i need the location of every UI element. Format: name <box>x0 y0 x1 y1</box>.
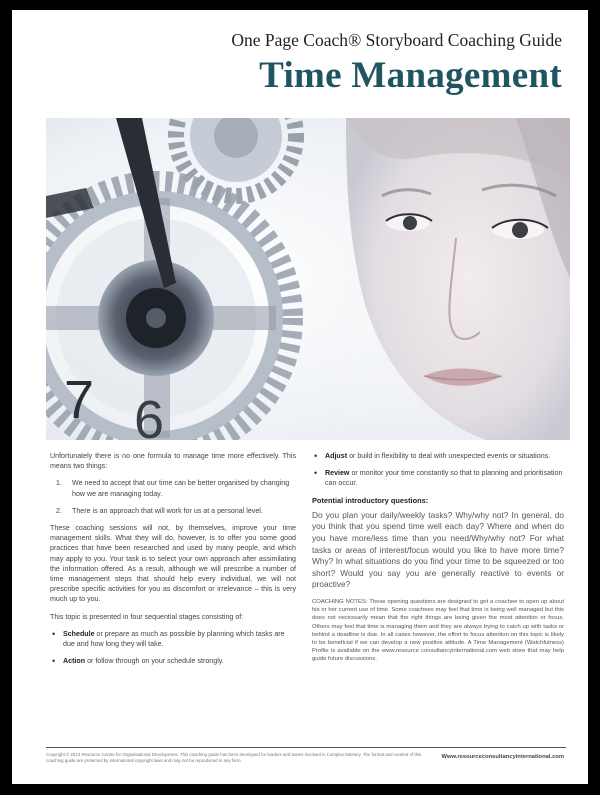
footer-url: Www.resourceconsultancyinternational.com <box>441 754 564 760</box>
document-page <box>12 10 588 784</box>
guide-kicker: One Page Coach® Storyboard Coaching Guide <box>231 30 562 50</box>
body-paragraph: This topic is presented in four sequential stages consisting of: <box>50 612 244 621</box>
numbered-list <box>50 478 296 516</box>
clock-digit-seven: 7 <box>64 370 95 430</box>
left-column <box>50 451 296 673</box>
questions-paragraph: Do you plan your daily/weekly tasks? Why/why not? In general, do you think that you spend time well each day? Where and when do you have more/less time than you need/Why/why not? For what tasks or areas of interest/focus would you like to have more time? Why? In what situations do you find your time to be squeezed or too short? Would you say you are generally reactive to events or proactive? <box>312 509 564 590</box>
stages-list <box>50 629 296 667</box>
list-item: • Action or follow through on your schedule strongly. <box>50 656 296 666</box>
footer-copyright: Copyright © 2013 Resource Centre for Organisational Development. This coaching guide has been developed for leaders and teams involved in Complex Mastery. The format and content of this coaching guide are protected by international copyright laws and may not be reproduced in any form. <box>46 752 422 763</box>
list-item: • Adjust or build in flexibility to deal with unexpected events or situations. <box>312 451 564 461</box>
footer-divider <box>46 747 566 748</box>
intro-paragraph: Unfortunately there is no one formula to manage time more effectively. This means two things: <box>50 452 296 471</box>
gear-clock-woman-photo <box>46 118 570 440</box>
list-item: 1. We need to accept that our time can be better organised by changing how we are managing today. <box>56 479 290 498</box>
stages-list-continued <box>312 451 564 489</box>
body-paragraph: These coaching sessions will not, by themselves, improve your time management skills. What they will do, however, is to offer you some good practices that have been researched and used by many people, and which may apply to you. Your task is to select your own approach after assimilating the information offered. As a result, although we will prescribe a number of time management steps that should help every individual, we will not prescribe specific activities for you as discomfort or irrelevance – this is very much up to you. <box>50 524 296 604</box>
list-item: 2. There is an approach that will work for us at a personal level. <box>56 506 263 515</box>
list-item: • Schedule or prepare as much as possible by planning which tasks are due and how long they will take. <box>50 629 296 649</box>
clock-digit-six: 6 <box>134 390 165 440</box>
coaching-notes: COACHING NOTES: These opening questions are designed to get a coachee to open up about his or her current use of time. Some coachees may feel that time is being well managed but this does not necessarily mean that the right things are being given the most attention or focus. Others may feel that time is managing them and they are always trying to catch up with tasks or behind a deadline is due. In all cases however, the effort to focus attention on this topic is likely to be beneficial if we can develop a new positive attitude. A Time Management (Watchfulness) Profile is available on the www.resource consultancyinternational.com web store that may help guide future discussions. <box>312 598 564 663</box>
page-title: Time Management <box>259 55 562 96</box>
right-column <box>312 451 564 671</box>
list-item: • Review or monitor your time constantly so that to planning and prioritisation can occur. <box>312 468 564 488</box>
hero-image <box>46 118 570 440</box>
section-subheading: Potential introductory questions: <box>312 495 429 505</box>
